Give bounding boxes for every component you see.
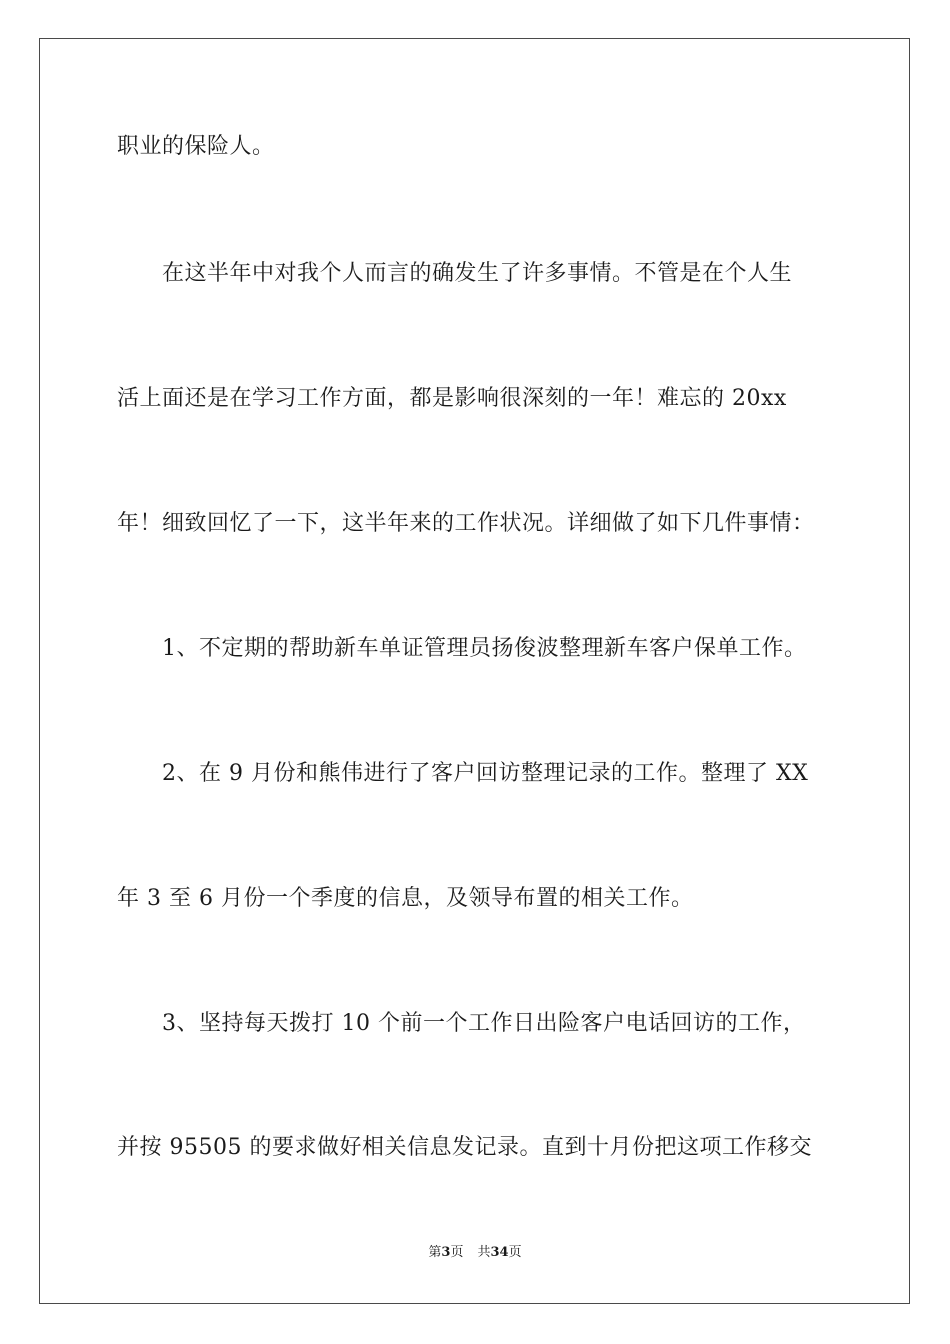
paragraph-line-4: 年！细致回忆了一下，这半年来的工作状况。详细做了如下几件事情： xyxy=(117,511,815,536)
total-page-count: 34 xyxy=(490,1245,509,1260)
paragraph-line-2: 在这半年中对我个人而言的确发生了许多事情。不管是在个人生 xyxy=(162,261,793,286)
list-item-1: 1、不定期的帮助新车单证管理员扬俊波整理新车客户保单工作。 xyxy=(162,636,807,661)
paragraph-line-3: 活上面还是在学习工作方面，都是影响很深刻的一年！难忘的 20xx xyxy=(117,386,787,411)
paragraph-line-1: 职业的保险人。 xyxy=(117,134,275,159)
total-label-suffix: 页 xyxy=(508,1245,522,1260)
total-label-prefix: 共 xyxy=(477,1245,491,1260)
list-item-3: 3、坚持每天拨打 10 个前一个工作日出险客户电话回访的工作， xyxy=(162,1011,806,1036)
page-label-suffix: 页 xyxy=(450,1245,464,1260)
page-label-prefix: 第 xyxy=(428,1245,442,1260)
page-footer xyxy=(0,1244,950,1262)
page-border xyxy=(39,38,910,1304)
list-item-2: 2、在 9 月份和熊伟进行了客户回访整理记录的工作。整理了 XX xyxy=(162,761,809,786)
current-page-number: 3 xyxy=(441,1245,451,1260)
list-item-3-continued: 并按 95505 的要求做好相关信息发记录。直到十月份把这项工作移交 xyxy=(117,1135,812,1160)
list-item-2-continued: 年 3 至 6 月份一个季度的信息，及领导布置的相关工作。 xyxy=(117,886,694,911)
